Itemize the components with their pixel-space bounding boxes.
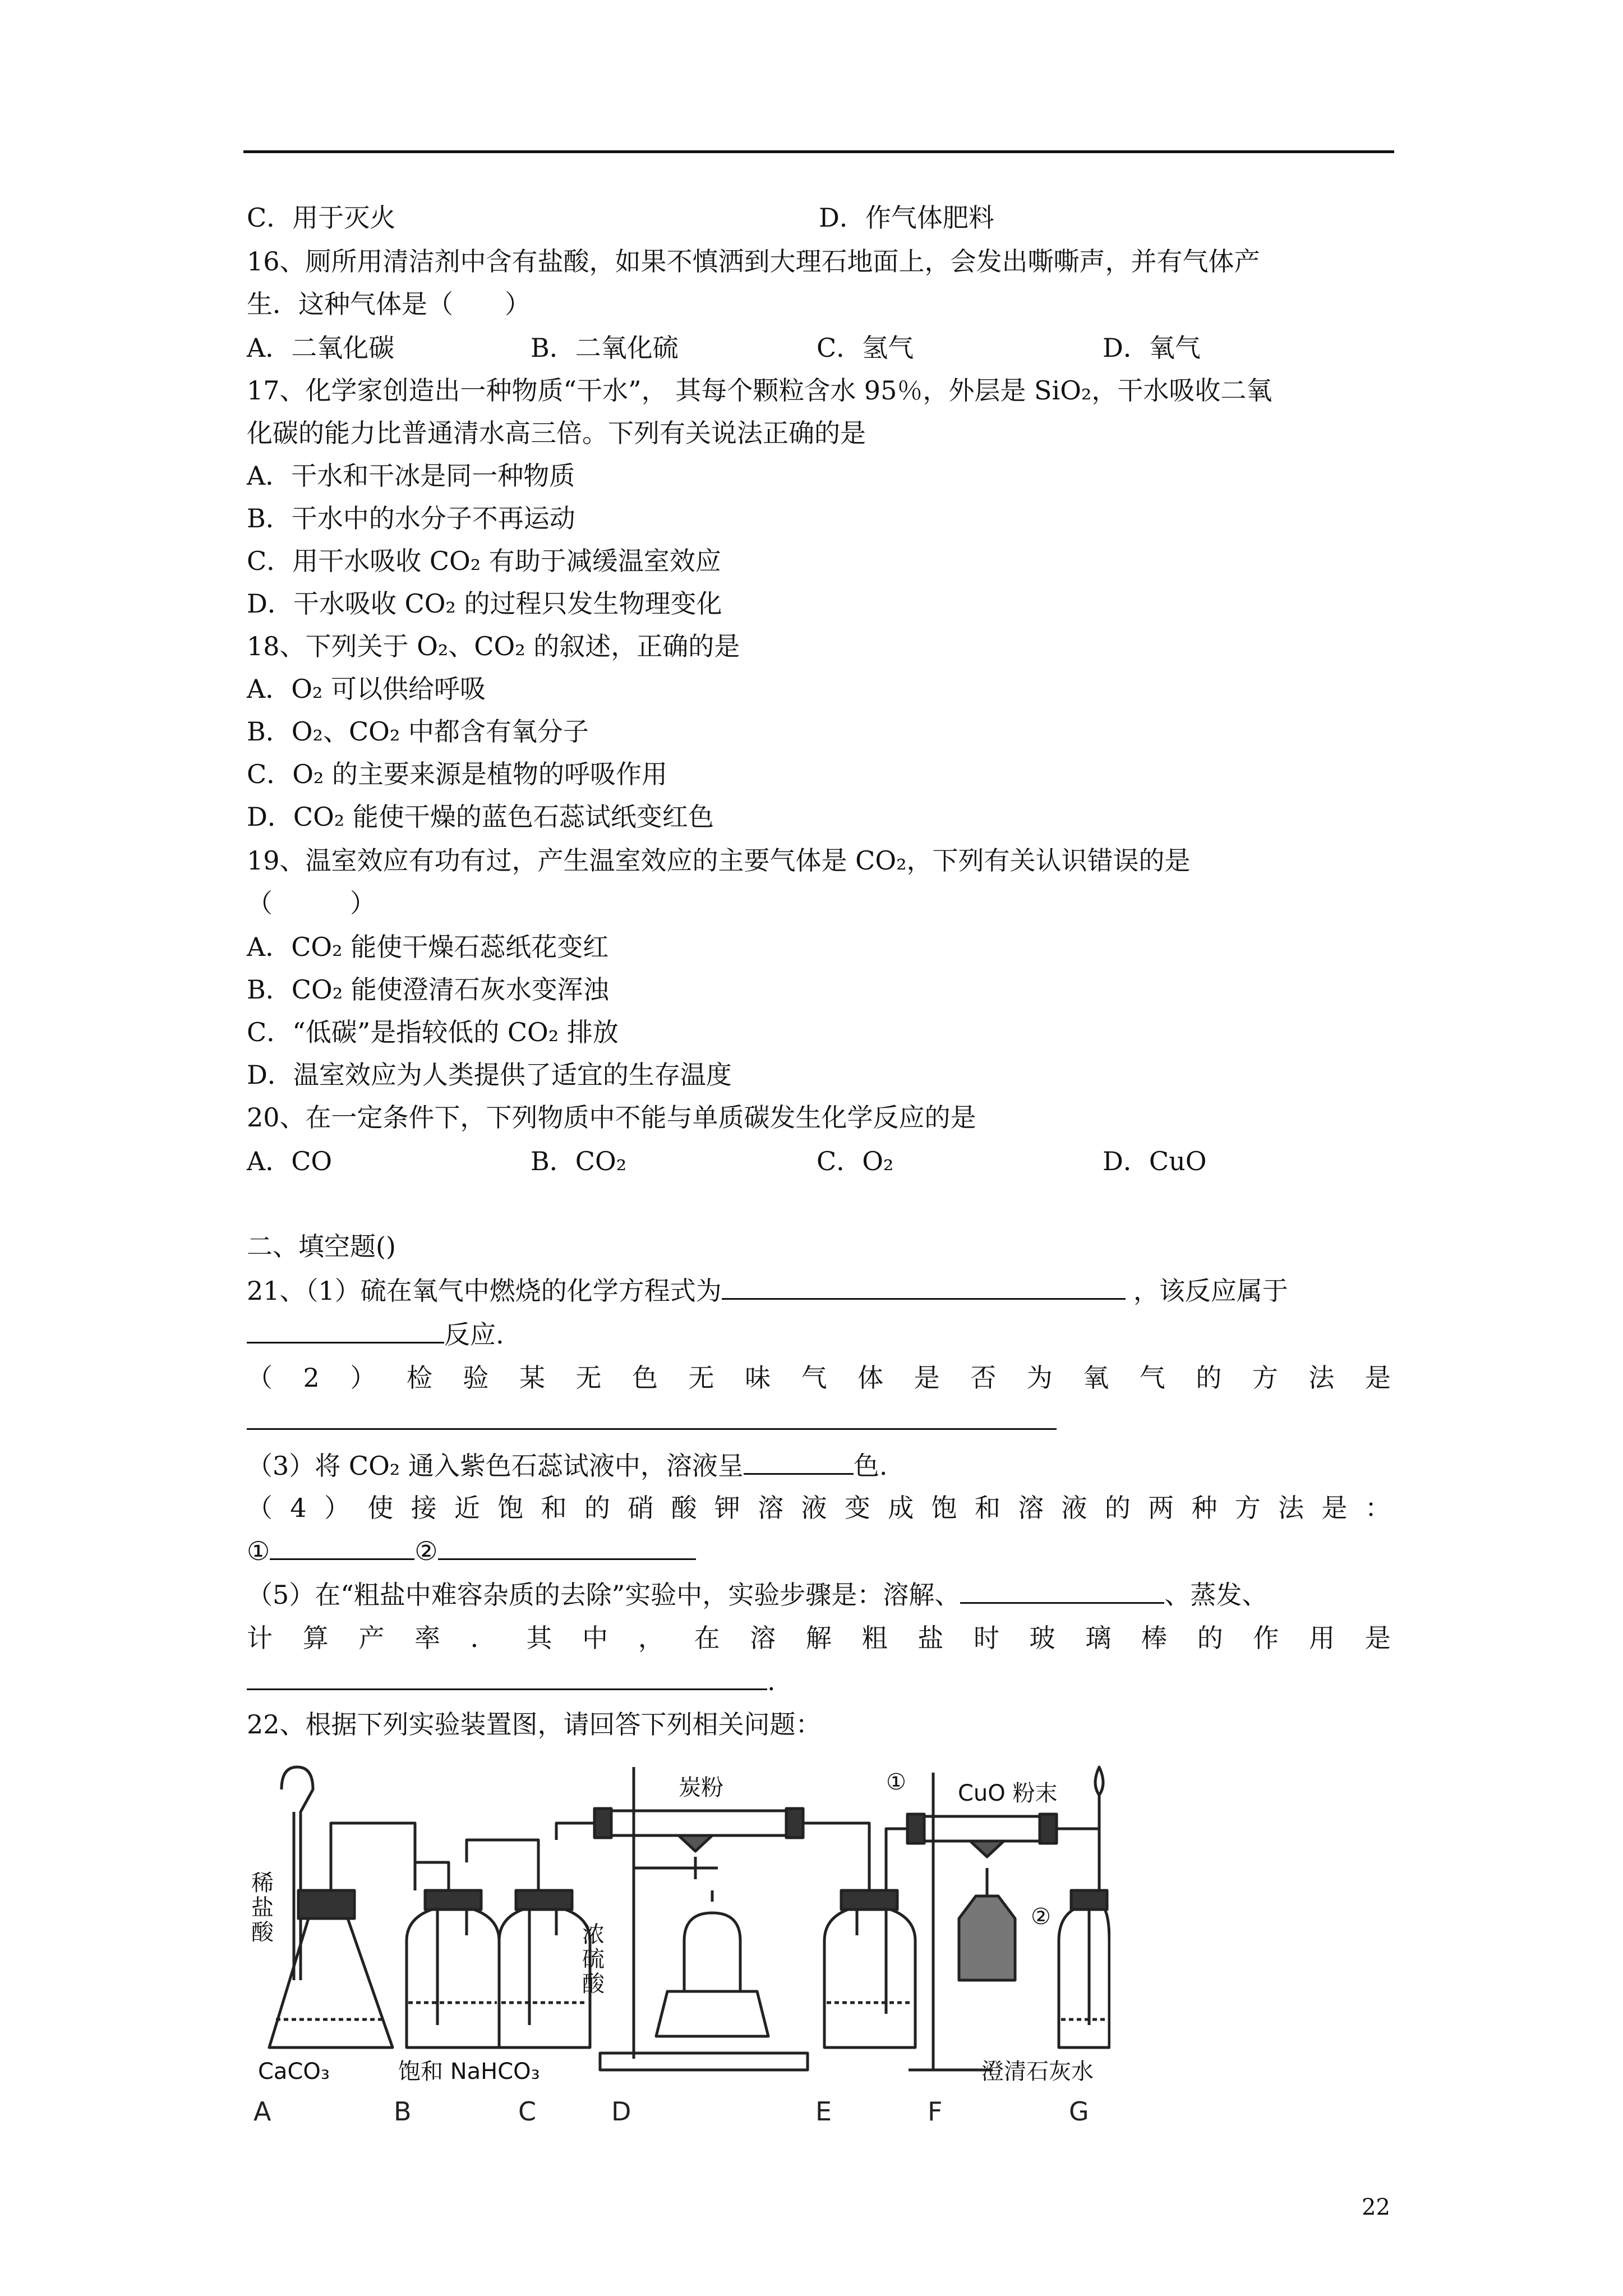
q22-stem: 22、根据下列实验装置图，请回答下列相关问题： [247,1709,822,1740]
q21-part4-char: 接 [411,1493,437,1523]
q21-part4-char: 法 [1278,1493,1304,1523]
q21-answer-blank-7[interactable] [960,1577,1164,1604]
q16-stem-line2: 生．这种气体是（ ） [247,289,531,319]
q21-part5-char: 璃 [1085,1623,1112,1653]
q21-part5-line2 [247,1621,1391,1655]
q17-option-c: C．用干水吸收 CO₂ 有助于减缓温室效应 [247,546,721,576]
label-conc-h2so4-1: 浓 [582,1922,605,1948]
q21-part4-char: 使 [367,1493,394,1523]
q21-part2-char: 色 [632,1363,658,1393]
apparatus-letters [253,2096,1089,2126]
q21-part1-text-a: 21、（1）硫在氧气中燃烧的化学方程式为 [247,1276,722,1306]
q21-part5-char: 其 [526,1623,552,1653]
q16-option-b: B．二氧化硫 [531,333,679,363]
apparatus-g-bottle [1059,1767,1109,2047]
q19-option-a: A．CO₂ 能使干燥石蕊纸花变红 [247,932,609,962]
q16-stem-line1: 16、厕所用清洁剂中含有盐酸，如果不慎洒到大理石地面上，会发出嘶嘶声，并有气体产 [247,246,1260,277]
q21-part5-char: 棒 [1141,1623,1167,1653]
q21-part5-char: 计 [247,1623,273,1653]
q21-part5-char: 盐 [917,1623,944,1653]
q21-part2-char: 是 [914,1363,940,1393]
apparatus-letter-d: D [611,2096,631,2126]
q21-answer-blank-6[interactable] [438,1534,696,1560]
label-circle-2: ② [1031,1904,1051,1930]
q20-option-c: C．O₂ [817,1146,894,1176]
q19-stem-line1: 19、温室效应有功有过，产生温室效应的主要气体是 CO₂，下列有关认识错误的是 [247,845,1191,876]
apparatus-letter-e: E [815,2096,832,2126]
label-dilute-hcl-3: 酸 [251,1920,274,1945]
q21-part2-line [247,1361,1391,1395]
q21-part4-char: 变 [844,1493,870,1523]
q21-part5-line1 [247,1577,1267,1612]
q21-part5-char: 作 [1253,1623,1279,1653]
apparatus-f-tube [907,1773,1099,2070]
q21-part2-char: 方 [1252,1363,1278,1393]
q21-part4-char: 液 [801,1493,827,1523]
q21-part2-char: ） [350,1363,376,1393]
q15-option-d: D．作气体肥料 [819,203,994,233]
apparatus-d-tube [594,1767,869,2070]
q21-part5-char: 粗 [861,1623,888,1653]
q21-part3-text-b: 色. [853,1451,888,1481]
q21-answer-blank-3[interactable] [247,1404,1057,1430]
q21-part5-text-a: （5）在“粗盐中难容杂质的去除”实验中，实验步骤是：溶解、 [247,1580,961,1610]
section-title: 二、填空题() [247,1231,396,1262]
q18-option-c: C．O₂ 的主要来源是植物的呼吸作用 [247,759,667,789]
q21-part2-char: 的 [1196,1363,1222,1393]
q21-part2-char: 体 [857,1363,884,1393]
q18-option-d: D．CO₂ 能使干燥的蓝色石蕊试纸变红色 [247,802,714,832]
q21-part5-char: 在 [694,1623,720,1653]
q21-part2-char: 无 [575,1363,602,1393]
q16-option-c: C．氢气 [817,333,914,363]
q15-option-c: C．用于灭火 [247,203,396,233]
q19-option-c: C．“低碳”是指较低的 CO₂ 排放 [247,1017,619,1047]
q20-option-b: B．CO₂ [531,1146,627,1176]
q19-option-d: D．温室效应为人类提供了适宜的生存温度 [247,1060,732,1090]
q21-part2-char: 是 [1364,1363,1391,1393]
q21-part1-text-b: ，该反应属于 [1133,1276,1288,1306]
q21-part5-char: 解 [805,1623,832,1653]
q21-part4-char: 溶 [1018,1493,1044,1523]
q17-stem-line2: 化碳的能力比普通清水高三倍。下列有关说法正确的是 [247,418,866,448]
q21-part2-char: 无 [688,1363,714,1393]
label-cuo-powder: CuO 粉末 [958,1780,1058,1806]
label-nahco3: 饱和 NaHCO₃ [398,2059,540,2085]
q21-part2-char: （ [247,1363,273,1393]
apparatus-letter-c: C [518,2096,537,2126]
label-conc-h2so4-3: 酸 [582,1971,605,1997]
label-conc-h2so4-2: 硫 [582,1947,605,1972]
q21-part4-char: 近 [454,1493,480,1523]
q21-answer-blank-1[interactable] [722,1273,1126,1300]
label-caco3: CaCO₃ [258,2059,330,2085]
q21-answer-blank-2[interactable] [247,1317,444,1343]
q20-stem: 20、在一定条件下，下列物质中不能与单质碳发生化学反应的是 [247,1102,976,1133]
q21-answer-blank-4[interactable] [744,1448,854,1475]
apparatus-a-flask [269,1767,415,2047]
q21-part4-char: 的 [1104,1493,1131,1523]
q17-option-d: D．干水吸收 CO₂ 的过程只发生物理变化 [247,588,722,619]
q21-part4-char: 种 [1191,1493,1218,1523]
q21-part2-char: 2 [303,1363,320,1393]
q21-part4-line [247,1491,1391,1525]
q21-part5-char: 产 [358,1623,385,1653]
apparatus-letter-b: B [394,2096,412,2126]
q21-part4-char: 两 [1148,1493,1174,1523]
apparatus-diagram [247,1756,1110,2126]
q21-part4-char: 饱 [497,1493,524,1523]
q17-option-b: B．干水中的水分子不再运动 [247,503,575,533]
q21-part5-end: . [767,1666,776,1696]
q21-part5-char: 算 [302,1623,329,1653]
q21-part4-char: 是 [1321,1493,1348,1523]
q21-part4-marker-2: ② [414,1536,438,1566]
q21-part5-text-b: 、蒸发、 [1164,1580,1268,1610]
apparatus-letter-f: F [928,2096,943,2126]
label-carbon-powder: 炭粉 [679,1775,723,1801]
q21-part5-char: 中 [582,1623,608,1653]
header-rule [243,150,1394,153]
q21-part4-char: 钾 [714,1493,740,1523]
q21-part4-char: 溶 [758,1493,784,1523]
label-circle-1: ① [886,1769,906,1795]
q21-part2-char: 法 [1308,1363,1335,1393]
q21-part4-char: 成 [888,1493,914,1523]
q21-part3-text-a: （3）将 CO₂ 通入紫色石蕊试液中，溶液呈 [247,1451,744,1481]
q21-part2-char: 否 [970,1363,997,1393]
q21-part5-char: 溶 [750,1623,776,1653]
q21-part1-line1 [247,1273,1288,1308]
q21-part4-char: 液 [1061,1493,1087,1523]
q20-option-d: D．CuO [1103,1146,1207,1176]
q21-part4-marker-1: ① [247,1536,270,1566]
apparatus-b-bottle [407,1840,538,2047]
q17-stem-line1: 17、化学家创造出一种物质“干水”， 其每个颗粒含水 95％，外层是 SiO₂，干水吸收二氧 [247,375,1272,406]
q21-part5-char: 是 [1364,1623,1391,1653]
q21-part5-char: 玻 [1029,1623,1055,1653]
q21-part5-char: 率 [414,1623,441,1653]
q16-option-a: A．二氧化碳 [247,333,395,363]
q19-option-b: B．CO₂ 能使澄清石灰水变浑浊 [247,974,609,1005]
q21-part2-char: 某 [519,1363,545,1393]
q21-part4-char: 和 [974,1493,1000,1523]
q21-part1-line2 [247,1317,504,1351]
q21-part2-char: 气 [801,1363,827,1393]
page-number: 22 [1362,2194,1390,2220]
q19-stem-line2: （ ） [247,888,376,918]
q21-part4-char: 方 [1234,1493,1261,1523]
q21-part2-char: 气 [1139,1363,1165,1393]
q21-part2-char: 检 [406,1363,432,1393]
q21-part5-char: ． [470,1623,496,1653]
q21-part4-char: ： [1364,1493,1391,1523]
q21-part4-char: 酸 [671,1493,697,1523]
apparatus-letter-g: G [1069,2096,1089,2126]
q21-part1-text-c: 反应. [444,1319,504,1350]
q21-part5-char: 时 [973,1623,999,1653]
q21-part2-answer [247,1404,1057,1438]
q21-part5-answer [247,1664,776,1698]
label-dilute-hcl-1: 稀 [251,1870,274,1896]
q21-part4-answer-line [247,1534,696,1568]
label-dilute-hcl-2: 盐 [251,1895,274,1921]
q17-option-a: A．干水和干冰是同一种物质 [247,461,575,491]
q21-part5-char: ， [638,1623,664,1653]
q21-part2-char: 味 [745,1363,771,1393]
q21-part4-char: 和 [541,1493,567,1523]
q21-part2-char: 为 [1026,1363,1053,1393]
q21-part2-char: 氧 [1083,1363,1109,1393]
label-limewater: 澄清石灰水 [981,2059,1094,2085]
q16-option-d: D．氧气 [1103,333,1201,363]
q21-part4-char: 饱 [931,1493,957,1523]
q21-part4-char: 4 [290,1493,307,1523]
q21-part3-line [247,1448,887,1483]
apparatus-letter-a: A [253,2096,271,2126]
q21-part4-char: 的 [584,1493,610,1523]
q20-option-a: A．CO [247,1146,333,1176]
q21-part5-char: 用 [1309,1623,1335,1653]
q21-part2-char: 验 [463,1363,489,1393]
q21-part5-char: 的 [1197,1623,1223,1653]
q18-option-a: A．O₂ 可以供给呼吸 [247,674,486,704]
q21-answer-blank-5[interactable] [270,1534,414,1560]
q18-option-b: B．O₂、CO₂ 中都含有氧分子 [247,716,589,747]
q21-part4-char: ） [324,1493,350,1523]
q21-answer-blank-8[interactable] [247,1664,767,1690]
q21-part4-char: （ [247,1493,273,1523]
q18-stem: 18、下列关于 O₂、CO₂ 的叙述，正确的是 [247,631,740,661]
q21-part4-char: 硝 [628,1493,654,1523]
